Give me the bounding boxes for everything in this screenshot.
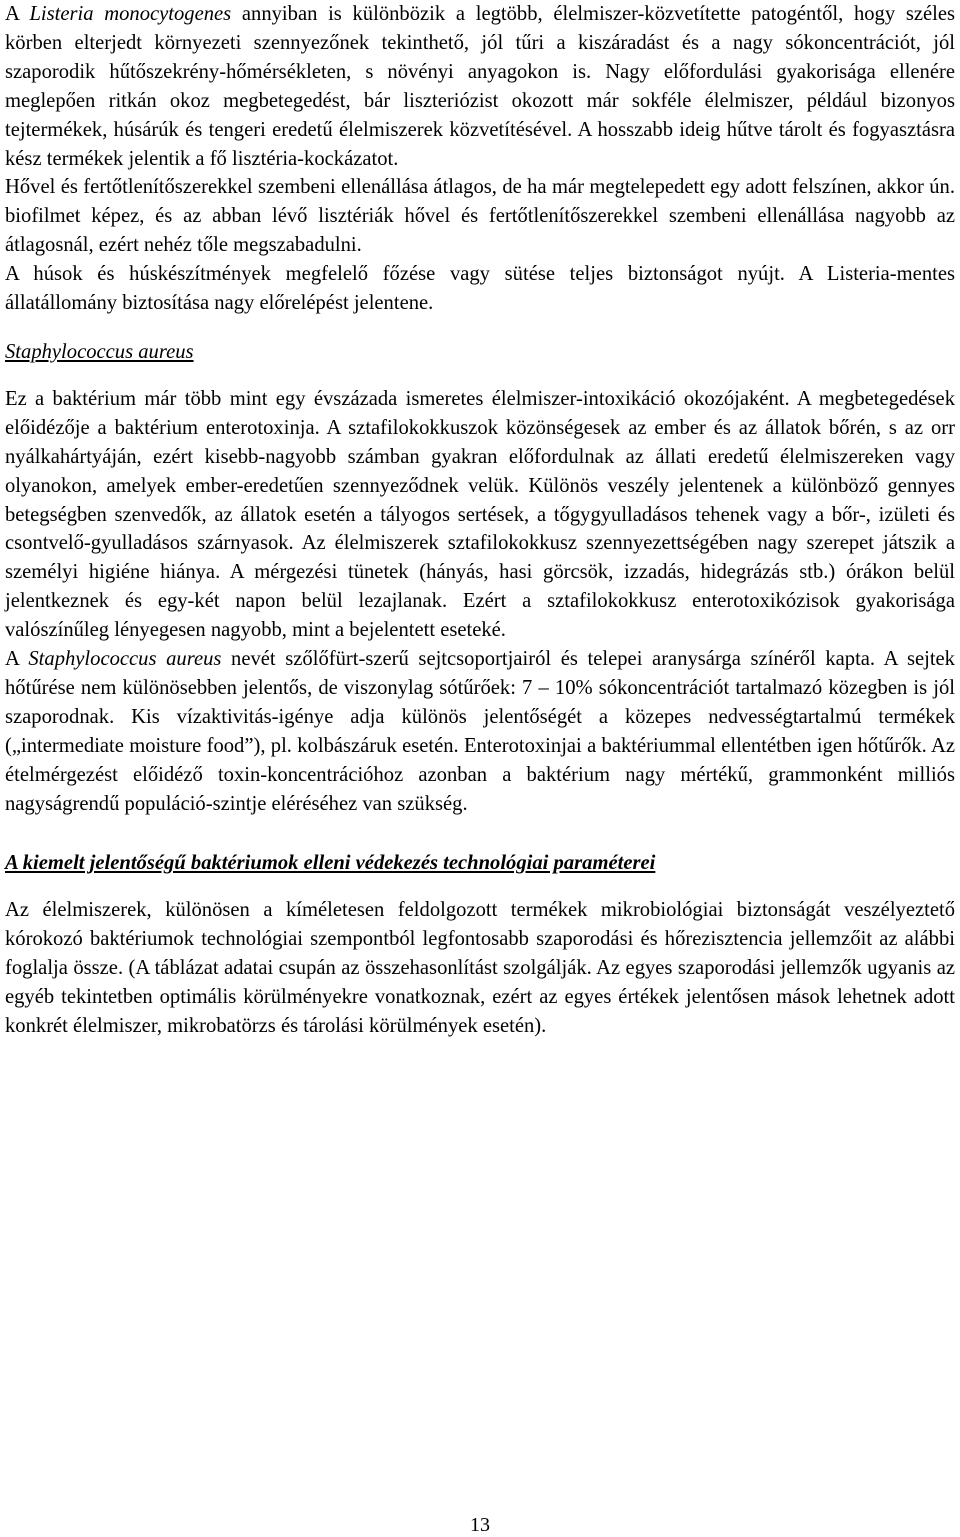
document-page — [5, 0, 955, 1041]
staph-section-heading: Staphylococcus aureus — [5, 340, 194, 363]
listeria-p1-prefix: A — [5, 3, 30, 25]
params-paragraph-1: Az élelmiszerek, különösen a kíméletesen feldolgozott termékek mikrobiológiai biztonságát veszélyeztető kórokozó baktériumok technológiai szempontból legfontosabb szaporodási és hőrezisztencia jellemzőit az alábbi foglalja össze. (A táblázat adatai csupán az összehasonlítást szolgálják. Az egyes szaporodási jellemzők ugyanis az egyéb tekintetben optimális körülményekre vonatkoznak, ezért az egyes értékek jelentősen mások lehetnek adott konkrét élelmiszer, mikrobatörzs és tárolási körülmények esetén). — [5, 899, 955, 1037]
listeria-p1-text: annyiban is különbözik a legtöbb, élelmiszer-közvetítette patogéntől, hogy széles körben elterjedt környezeti szennyezőnek tekinthető, jól tűri a kiszáradást és a nagy sókoncentrációt, jól szaporodik hűtőszekrény-hőmérsékleten, s növényi anyagokon is. Nagy előfordulási gyakorisága ellenére meglepően ritkán okoz megbetegedést, bár liszteriózist okozott már sokféle élelmiszer, például bizonyos tejtermékek, húsárúk és tengeri eredetű élelmiszerek közvetítésével. A hosszabb ideig hűtve tárolt és fogyasztásra kész termékek jelentik a fő lisztéria-kockázatot. — [5, 3, 956, 170]
listeria-paragraph-1 — [5, 0, 955, 173]
params-section-heading: A kiemelt jelentőségű baktériumok elleni védekezés technológiai paraméterei — [5, 852, 656, 875]
staph-p2-prefix: A — [5, 648, 29, 671]
listeria-paragraph-3: A húsok és húskészítmények megfelelő főzése vagy sütése teljes biztonságot nyújt. A Listeria-mentes állatállomány biztosítása nagy előrelépést jelentene. — [5, 263, 955, 315]
page-number: 13 — [470, 1514, 490, 1536]
staph-p2-text: nevét szőlőfürt-szerű sejtcsoportjairól és telepei aranysárga színéről kapta. A sejtek hőtűrése nem különösebben jelentős, de viszonylag sótűrőek: 7 – 10% sókoncentrációt tartalmazó közegben is jól szaporodnak. Kis vízaktivitás-igénye adja különös jelentőségét a közepes nedvességtartalmú termékek („intermediate moisture food”), pl. kolbászáruk esetén. Enterotoxinjai a baktériummal ellentétben igen hőtűrők. Az ételmérgezést előidéző toxin-koncentrációhoz azonban a baktérium nagy mértékű, grammonként milliós nagyságrendű populáció-szintje eléréséhez van szükség. — [5, 648, 955, 815]
staph-paragraph-2 — [5, 645, 955, 818]
species-name-staph: Staphylococcus aureus — [28, 648, 222, 671]
species-name-listeria: Listeria monocytogenes — [29, 3, 232, 25]
listeria-paragraph-2: Hővel és fertőtlenítőszerekkel szembeni ellenállása átlagos, de ha már megtelepedett egy adott felszínen, akkor ún. biofilmet képez, és az abban lévő lisztériák hővel és fertőtlenítőszerekkel szembeni ellenállása nagyobb az átlagosnál, ezért nehéz tőle megszabadulni. — [5, 176, 955, 257]
staph-paragraph-1: Ez a baktérium már több mint egy évszázada ismeretes élelmiszer-intoxikáció okozójaként. A megbetegedések előidézője a baktérium enterotoxinja. A sztafilokokkuszok közönségesek az ember és az állatok bőrén, s az orr nyálkahártyáján, ezért kisebb-nagyobb számban gyakran előfordulnak az állati eredetű élelmiszereken vagy olyanokon, amelyek ember-eredetűen szennyeződnek velük. Különös veszély jelentenek a különböző gennyes betegségben szenvedők, az állatok esetén a tályogos sertések, a tőgygyulladásos tehenek vagy a bőr-, izületi és csontvelő-gyulladásos szárnyasok. Az élelmiszerek sztafilokokkusz szennyezettségében nagy szerepet játszik a személyi higiéne hiánya. A mérgezési tünetek (hányás, hasi görcsök, izzadás, hidegrázás stb.) órákon belül jelentkeznek és egy-két napon belül lezajlanak. Ezért a sztafilokokkusz enterotoxikózisok gyakorisága valószínűleg lényegesen nagyobb, mint a bejelentett eseteké. — [5, 387, 955, 642]
